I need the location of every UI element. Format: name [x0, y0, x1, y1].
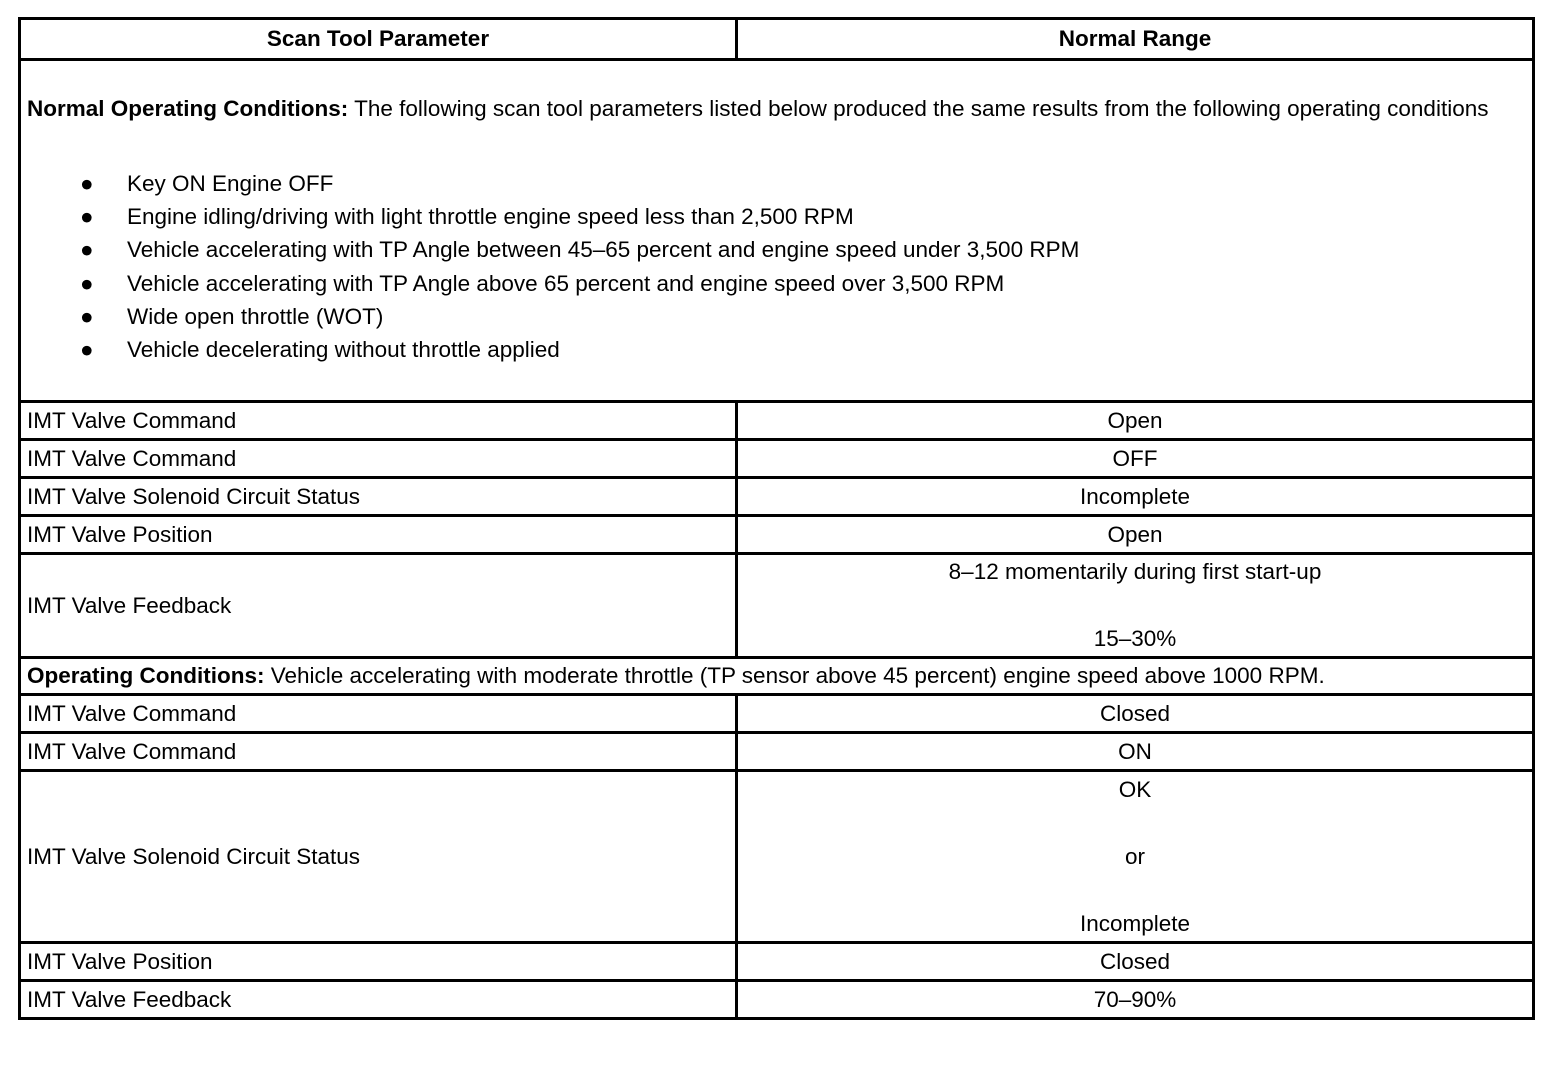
list-item-text: Vehicle accelerating with TP Angle above 65 percent and engine speed over 3,500 RPM — [127, 270, 1005, 296]
range-cell-multiline — [737, 554, 1534, 658]
bullet-icon: ● — [80, 270, 94, 296]
header-scan-tool-parameter: Scan Tool Parameter — [20, 19, 737, 60]
section-normal-operating-conditions-intro — [27, 95, 1526, 123]
section-operating-conditions-cell — [20, 658, 1534, 695]
table-row-feedback — [20, 554, 1534, 658]
range-line: 15–30% — [1093, 626, 1177, 651]
scan-tool-parameter-table — [18, 17, 1535, 1020]
section-label: Normal Operating Conditions: — [27, 95, 349, 121]
header-row — [20, 19, 1534, 60]
header-normal-range: Normal Range — [737, 19, 1534, 60]
list-item — [27, 233, 1526, 266]
table-row — [20, 516, 1534, 554]
bullet-icon: ● — [80, 203, 94, 229]
list-item-text: Engine idling/driving with light throttle engine speed less than 2,500 RPM — [127, 203, 854, 229]
section-text: The following scan tool parameters listed below produced the same results from the following operating conditions — [348, 95, 1489, 121]
list-item-text: Vehicle accelerating with TP Angle between 45–65 percent and engine speed under 3,500 RPM — [127, 237, 1080, 263]
range-cell: ON — [737, 733, 1534, 771]
list-item — [27, 300, 1526, 333]
range-cell: OFF — [737, 440, 1534, 478]
table-row — [20, 478, 1534, 516]
range-lines — [744, 558, 1526, 653]
section-operating-conditions — [20, 658, 1534, 695]
range-line: Incomplete — [1079, 910, 1191, 936]
list-item-text: Wide open throttle (WOT) — [127, 303, 384, 329]
range-cell-multiline — [737, 771, 1534, 943]
table-row — [20, 402, 1534, 440]
param-cell: IMT Valve Command — [20, 440, 737, 478]
range-lines — [744, 776, 1526, 938]
param-cell: IMT Valve Solenoid Circuit Status — [20, 771, 737, 943]
list-item — [27, 267, 1526, 300]
range-gap — [744, 804, 1526, 843]
param-cell: IMT Valve Feedback — [20, 554, 737, 658]
range-line: or — [1124, 843, 1145, 869]
operating-conditions-list — [27, 167, 1526, 367]
range-line: OK — [1118, 776, 1152, 802]
table-row — [20, 733, 1534, 771]
param-cell: IMT Valve Command — [20, 695, 737, 733]
section-text: Vehicle accelerating with moderate throttle (TP sensor above 45 percent) engine speed above 1000 RPM. — [264, 663, 1325, 688]
range-cell: Closed — [737, 943, 1534, 981]
param-cell: IMT Valve Command — [20, 733, 737, 771]
table-row-status — [20, 771, 1534, 943]
param-cell: IMT Valve Position — [20, 943, 737, 981]
table-row — [20, 981, 1534, 1019]
bullet-icon: ● — [80, 237, 94, 263]
table-row — [20, 440, 1534, 478]
range-cell: Open — [737, 516, 1534, 554]
list-item — [27, 167, 1526, 200]
param-cell: IMT Valve Command — [20, 402, 737, 440]
section-normal-operating-conditions — [20, 60, 1534, 402]
range-gap — [744, 586, 1526, 625]
bullet-icon: ● — [80, 170, 94, 196]
list-item — [27, 333, 1526, 366]
param-cell: IMT Valve Feedback — [20, 981, 737, 1019]
range-cell: Open — [737, 402, 1534, 440]
list-item-text: Vehicle decelerating without throttle applied — [127, 337, 560, 363]
list-item-text: Key ON Engine OFF — [127, 170, 334, 196]
table-row — [20, 695, 1534, 733]
range-line: 8–12 momentarily during first start-up — [948, 559, 1322, 584]
range-cell: Closed — [737, 695, 1534, 733]
bullet-icon: ● — [80, 337, 94, 363]
bullet-icon: ● — [80, 303, 94, 329]
table-row — [20, 943, 1534, 981]
range-gap — [744, 871, 1526, 910]
param-cell: IMT Valve Solenoid Circuit Status — [20, 478, 737, 516]
range-cell: 70–90% — [737, 981, 1534, 1019]
section-normal-operating-conditions-cell — [20, 60, 1534, 402]
range-cell: Incomplete — [737, 478, 1534, 516]
param-cell: IMT Valve Position — [20, 516, 737, 554]
list-item — [27, 200, 1526, 233]
section-label: Operating Conditions: — [27, 663, 265, 688]
